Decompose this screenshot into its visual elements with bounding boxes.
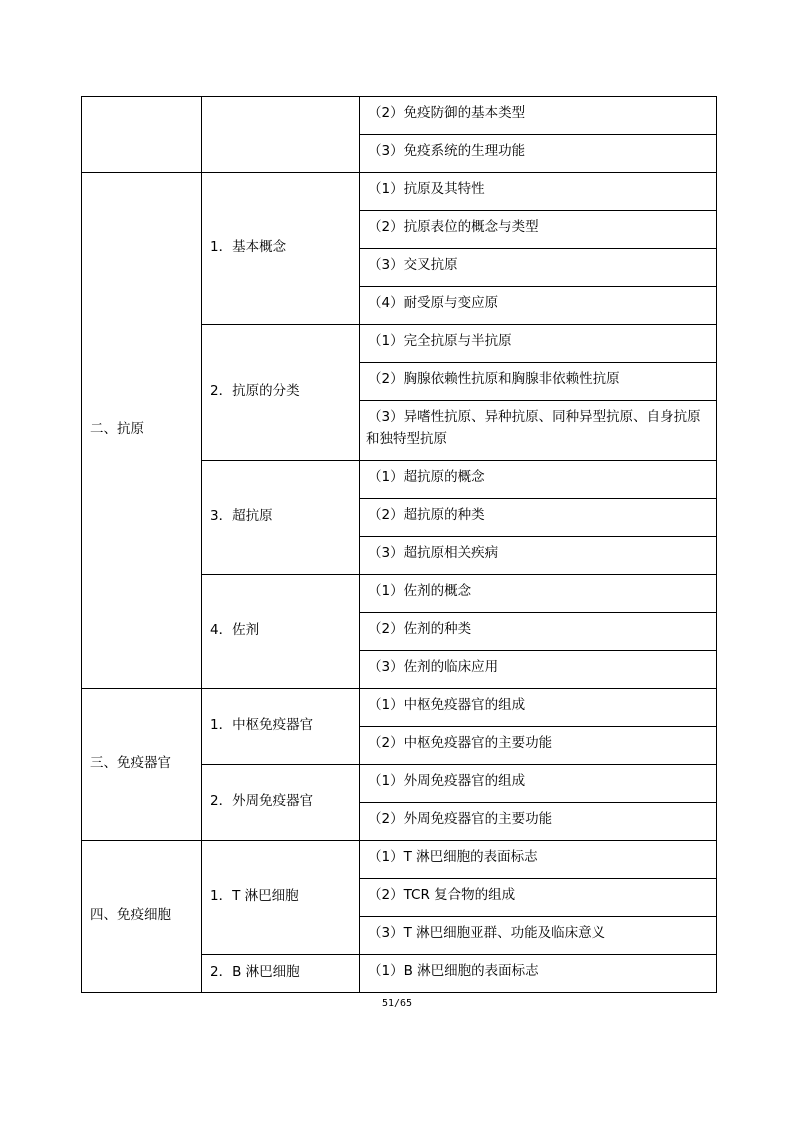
unit-title: 1．基本概念 bbox=[202, 173, 360, 325]
topic-item: （1）外周免疫器官的组成 bbox=[360, 765, 717, 803]
topic-item: （1）中枢免疫器官的组成 bbox=[360, 689, 717, 727]
topic-item: （1）B 淋巴细胞的表面标志 bbox=[360, 955, 717, 993]
topic-item: （1）超抗原的概念 bbox=[360, 461, 717, 499]
unit-title: 4．佐剂 bbox=[202, 575, 360, 689]
unit-title: 3．超抗原 bbox=[202, 461, 360, 575]
table-row bbox=[82, 173, 717, 211]
topic-item: （3）异嗜性抗原、异种抗原、同种异型抗原、自身抗原和独特型抗原 bbox=[360, 401, 717, 461]
topic-item: （2）抗原表位的概念与类型 bbox=[360, 211, 717, 249]
unit-title: 2．B 淋巴细胞 bbox=[202, 955, 360, 993]
topic-item: （3）T 淋巴细胞亚群、功能及临床意义 bbox=[360, 917, 717, 955]
section-title bbox=[82, 97, 202, 173]
section-title: 三、免疫器官 bbox=[82, 689, 202, 841]
syllabus-table bbox=[81, 96, 717, 993]
table-row bbox=[82, 689, 717, 727]
topic-item: （2）外周免疫器官的主要功能 bbox=[360, 803, 717, 841]
unit-title bbox=[202, 97, 360, 173]
section-title: 四、免疫细胞 bbox=[82, 841, 202, 993]
topic-item: （2）免疫防御的基本类型 bbox=[360, 97, 717, 135]
topic-item: （3）佐剂的临床应用 bbox=[360, 651, 717, 689]
topic-item: （3）交叉抗原 bbox=[360, 249, 717, 287]
unit-title: 2．外周免疫器官 bbox=[202, 765, 360, 841]
unit-title: 2．抗原的分类 bbox=[202, 325, 360, 461]
topic-item: （2）中枢免疫器官的主要功能 bbox=[360, 727, 717, 765]
topic-item: （3）超抗原相关疾病 bbox=[360, 537, 717, 575]
table-row bbox=[82, 97, 717, 135]
topic-item: （2）佐剂的种类 bbox=[360, 613, 717, 651]
table-row bbox=[82, 841, 717, 879]
topic-item: （4）耐受原与变应原 bbox=[360, 287, 717, 325]
topic-item: （1）T 淋巴细胞的表面标志 bbox=[360, 841, 717, 879]
page-number: 51/65 bbox=[381, 998, 413, 1009]
topic-item: （3）免疫系统的生理功能 bbox=[360, 135, 717, 173]
topic-item: （1）完全抗原与半抗原 bbox=[360, 325, 717, 363]
topic-item: （2）TCR 复合物的组成 bbox=[360, 879, 717, 917]
unit-title: 1．中枢免疫器官 bbox=[202, 689, 360, 765]
unit-title: 1．T 淋巴细胞 bbox=[202, 841, 360, 955]
topic-item: （1）抗原及其特性 bbox=[360, 173, 717, 211]
topic-item: （2）超抗原的种类 bbox=[360, 499, 717, 537]
topic-item: （1）佐剂的概念 bbox=[360, 575, 717, 613]
section-title: 二、抗原 bbox=[82, 173, 202, 689]
topic-item: （2）胸腺依赖性抗原和胸腺非依赖性抗原 bbox=[360, 363, 717, 401]
